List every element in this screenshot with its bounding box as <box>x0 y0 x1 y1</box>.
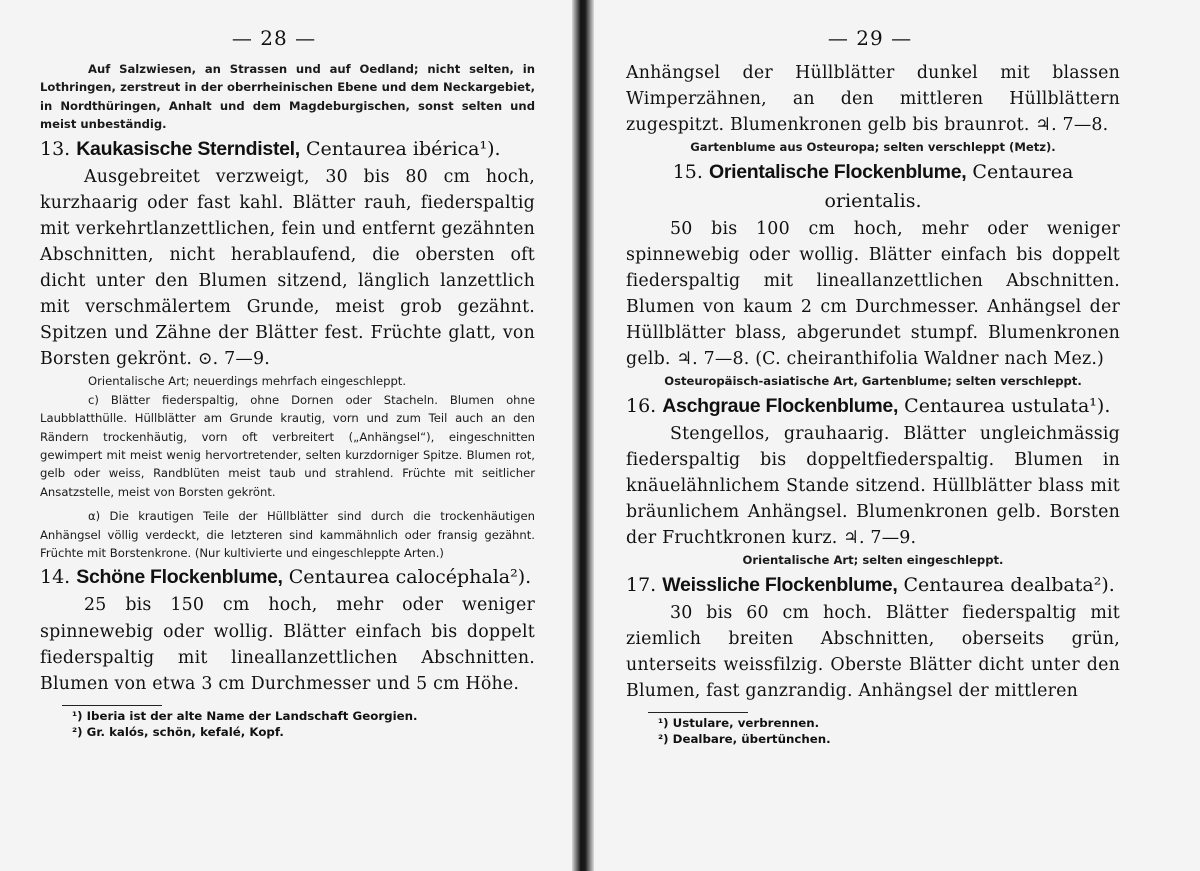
footnote: ¹) Ustulare, verbrennen. <box>658 715 820 730</box>
species-number: 17. <box>626 573 657 596</box>
species-origin: Orientalische Art; selten eingeschleppt. <box>742 553 1004 568</box>
species-latin-name: Centaurea ustulata <box>904 394 1090 417</box>
species-heading-14 <box>40 563 535 592</box>
species-number: 13. <box>40 137 71 160</box>
species-common-name: Schöne Flockenblume, <box>76 566 283 589</box>
footnote-ref: ¹). <box>1089 394 1111 417</box>
footnote-divider <box>648 712 748 713</box>
left-page <box>0 0 572 871</box>
page-number: — 28 — <box>231 26 317 50</box>
species-number: 15. <box>672 160 703 183</box>
continued-description: Anhängsel der Hüllblätter dunkel mit blassen Wimperzähnen, an den mittleren Hüllblättern zugespitzt. Blumenkronen gelb bis braunrot. ♃. 7—8. <box>626 63 1120 136</box>
habitat-note: Auf Salzwiesen, an Strassen und auf Oedland; nicht selten, in Lothringen, zerstreut in der oberrheinischen Ebene und dem Neckargebiet, in Nordthüringen, Anhalt und dem Magdeburgischen, sonst selten und meist unbeständig. <box>40 62 535 132</box>
species-origin: Gartenblume aus Osteuropa; selten verschleppt (Metz). <box>690 140 1056 155</box>
species-origin: Osteuropäisch-asiatische Art, Gartenblume; selten verschleppt. <box>664 374 1082 389</box>
right-page <box>594 0 1200 871</box>
footnote-divider <box>62 705 162 706</box>
species-description: 30 bis 60 cm hoch. Blätter fiederspaltig mit ziemlich breiten Abschnitten, oberseits grün, unterseits weissfilzig. Oberste Blätter dicht unter den Blumen, fast ganzrandig. Anhängsel der mittleren <box>626 602 1120 701</box>
species-description: 50 bis 100 cm hoch, mehr oder weniger spinnewebig oder wollig. Blätter einfach bis doppelt fiederspaltig mit lineallanzettlichen Abschnitten. Blumen von kaum 2 cm Durchmesser. Anhängsel der Hüllblätter blass, abgerundet stumpf. Blumenkronen gelb. ♃. 7—8. (C. cheiranthifolia Waldner nach Mez.) <box>626 218 1120 370</box>
left-page-text <box>40 60 535 740</box>
species-common-name: Kaukasische Sterndistel, <box>76 137 300 160</box>
species-number: 14. <box>40 566 71 589</box>
footnote: ²) Gr. kalós, schön, kefalé, Kopf. <box>72 724 284 739</box>
footnote: ²) Dealbare, übertünchen. <box>658 731 831 746</box>
species-description: 25 bis 150 cm hoch, mehr oder weniger spinnewebig oder wollig. Blätter einfach bis doppelt fiederspaltig mit lineallanzettlichen Abschnitten. Blumen von etwa 3 cm Durchmesser und 5 cm Höhe. <box>40 595 535 694</box>
species-description: Ausgebreitet verzweigt, 30 bis 80 cm hoch, kurzhaarig oder fast kahl. Blätter rauh, fiederspaltig mit verkehrtlanzettlichen, fein und entfernt gezähnten Abschnitten, nicht herablaufend, die obersten oft dicht unter den Blumen sitzend, länglich lanzettlich mit verschmälertem Grunde, meist grob gezähnt. Spitzen und Zähne der Blätter fest. Früchte glatt, von Borsten gekrönt. ⊙. 7—9. <box>40 166 535 370</box>
key-note-alpha: α) Die krautigen Teile der Hüllblätter sind durch die trockenhäutigen Anhängsel völlig verdeckt, die letzteren sind kammähnlich oder fransig gezähnt. Früchte mit Borstenkrone. (Nur kultivierte und eingeschleppte Arten.) <box>40 509 535 561</box>
species-origin: Orientalische Art; neuerdings mehrfach eingeschleppt. <box>88 374 407 389</box>
species-heading-16 <box>626 392 1120 421</box>
species-latin-name: Centaurea dealbata <box>903 573 1094 596</box>
footnote-ref: ²). <box>510 566 532 589</box>
page-number: — 29 — <box>827 26 913 50</box>
footnote-ref: ¹). <box>479 137 501 160</box>
footnote-ref: ²). <box>1093 573 1115 596</box>
species-number: 16. <box>626 394 657 417</box>
species-heading-17 <box>626 571 1120 600</box>
species-latin-name: Centaurea calocéphala <box>288 566 511 589</box>
book-gutter <box>572 0 594 871</box>
species-latin-name: Centaurea ibérica <box>305 137 480 160</box>
right-page-text <box>626 60 1120 747</box>
species-common-name: Weissliche Flockenblume, <box>662 573 898 596</box>
species-latin-name: Centaurea orientalis. <box>824 160 1074 212</box>
species-common-name: Aschgraue Flockenblume, <box>662 394 899 417</box>
key-note-c: c) Blätter fiederspaltig, ohne Dornen oder Stacheln. Blumen ohne Laubblatthülle. Hüllblätter am Grunde krautig, vorn und zum Teil auch an den Rändern trockenhäutig, vorn oft verbreitert („Anhängsel“), eingeschnitten gewimpert mit meist wenig hervortretender, selten kurzdorniger Spitze. Blumen rot, gelb oder weiss, Randblüten meist taub und strahlend. Früchte mit seitlicher Ansatzstelle, meist von Borsten gekrönt. <box>40 392 535 499</box>
species-description: Stengellos, grauhaarig. Blätter ungleichmässig fiederspaltig bis doppeltfiederspaltig. Blumen in knäuelähnlichem Stande sitzend. Hüllblätter blass mit bräunlichem Anhängsel. Blumenkronen gelb. Borsten der Fruchtkronen kurz. ♃. 7—9. <box>626 423 1120 549</box>
species-heading-15 <box>626 158 1120 216</box>
species-common-name: Orientalische Flockenblume, <box>708 160 967 183</box>
species-heading-13 <box>40 135 535 164</box>
footnote: ¹) Iberia ist der alte Name der Landschaft Georgien. <box>72 708 418 723</box>
